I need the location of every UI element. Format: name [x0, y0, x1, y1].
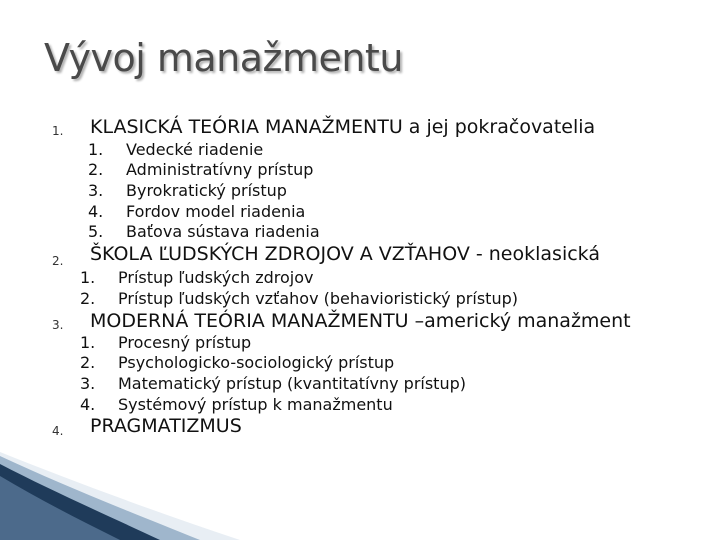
- section-number: 3.: [52, 318, 64, 332]
- list-item: Matematický prístup (kvantitatívny prístup): [118, 374, 466, 393]
- section-heading: MODERNÁ TEÓRIA MANAŽMENTU –americký manažment: [90, 310, 631, 332]
- list-item: Byrokratický prístup: [126, 181, 287, 200]
- list-item-number: 5.: [88, 222, 104, 241]
- list-item: Fordov model riadenia: [126, 202, 306, 221]
- list-item-number: 4.: [80, 395, 96, 414]
- list-item-number: 4.: [88, 202, 104, 221]
- list-item-number: 1.: [80, 268, 96, 287]
- list-item-number: 2.: [88, 160, 104, 179]
- list-item: Administratívny prístup: [126, 160, 314, 179]
- list-item: Baťova sústava riadenia: [126, 222, 320, 241]
- list-item: Procesný prístup: [118, 333, 252, 352]
- list-item-number: 2.: [80, 353, 96, 372]
- list-item-number: 3.: [88, 181, 104, 200]
- slide-title: Vývoj manažmentu: [44, 36, 403, 80]
- section-number: 4.: [52, 424, 64, 438]
- list-item: Prístup ľudských vzťahov (behavioristický prístup): [118, 289, 518, 308]
- section-heading: KLASICKÁ TEÓRIA MANAŽMENTU a jej pokračovatelia: [90, 116, 596, 138]
- list-item-number: 2.: [80, 289, 96, 308]
- section-number: 2.: [52, 254, 64, 268]
- list-item: Psychologicko-sociologický prístup: [118, 353, 395, 372]
- list-item: Systémový prístup k manažmentu: [118, 395, 393, 414]
- list-item: Prístup ľudských zdrojov: [118, 268, 314, 287]
- list-item: Vedecké riadenie: [126, 140, 264, 159]
- section-number: 1.: [52, 124, 64, 138]
- section-heading: PRAGMATIZMUS: [90, 415, 242, 437]
- list-item-number: 1.: [80, 333, 96, 352]
- list-item-number: 3.: [80, 374, 96, 393]
- list-item-number: 1.: [88, 140, 104, 159]
- decorative-swoosh: [0, 450, 260, 540]
- section-heading: ŠKOLA ĽUDSKÝCH ZDROJOV A VZŤAHOV - neoklasická: [90, 243, 600, 265]
